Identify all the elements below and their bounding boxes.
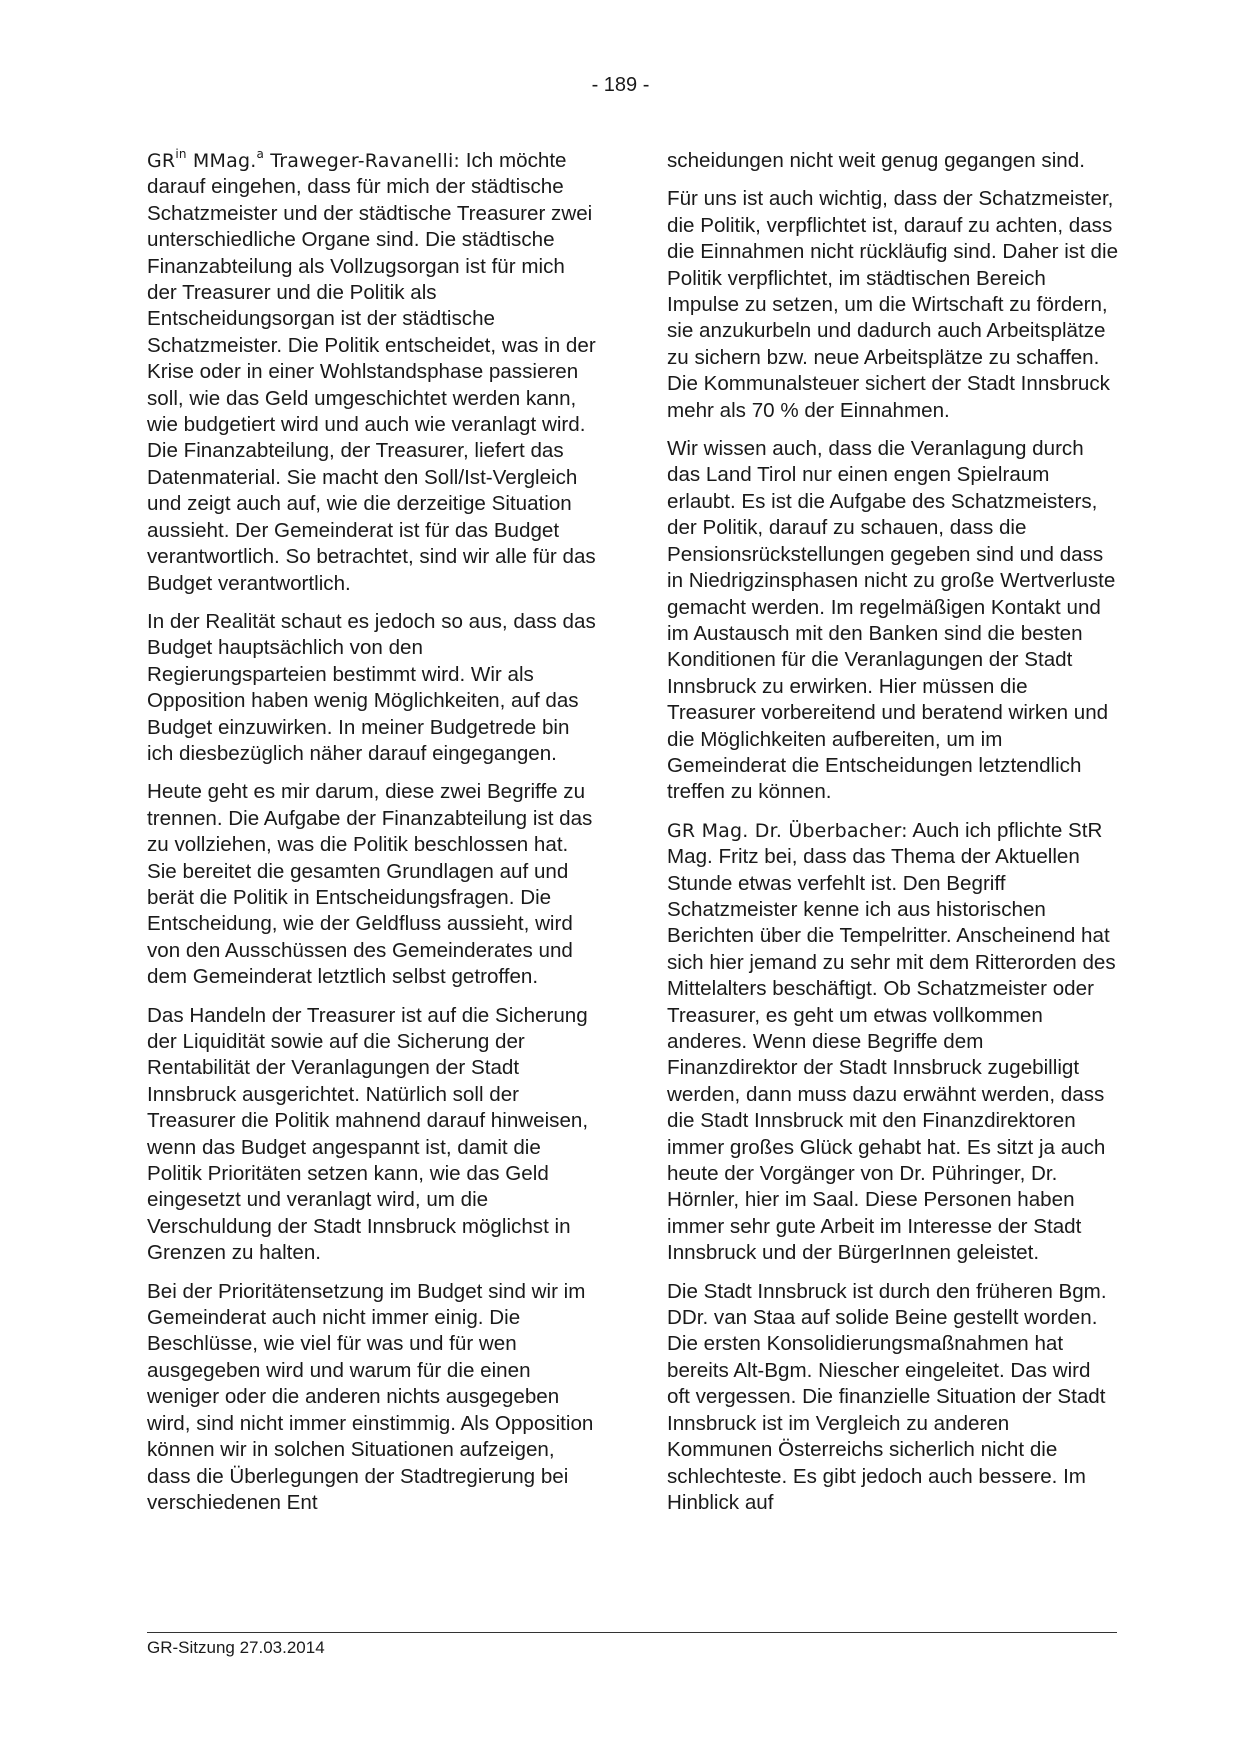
right-column <box>667 148 1119 1528</box>
paragraph: In der Realität schaut es jedoch so aus, dass das Budget hauptsächlich von den Regierungsparteien bestimmt wird. Wir als Opposition haben wenig Möglichkeiten, auf das Budget einzuwirken. In meiner Budgetrede bin ich diesbezüglich näher darauf eingegangen. <box>147 609 596 765</box>
paragraph: Die Stadt Innsbruck ist durch den früheren Bgm. DDr. van Staa auf solide Beine gestellt worden. Die ersten Konsolidierungsmaßnahmen hat bereits Alt-Bgm. Niescher eingeleitet. Das wird oft vergessen. Die finanzielle Situation der Stadt Innsbruck ist im Vergleich zu anderen Kommunen Österreichs sicherlich nicht die schlechteste. Es gibt jedoch auch bessere. Im Hinblick auf <box>667 1279 1107 1514</box>
page-number: - 189 - <box>591 74 650 96</box>
paragraph: Heute geht es mir darum, diese zwei Begriffe zu trennen. Die Aufgabe der Finanzabteilung ist das zu vollziehen, was die Politik beschlossen hat. Sie bereitet die gesamten Grundlagen auf und berät die Politik in Entscheidungsfragen. Die Entscheidung, wie der Geldfluss aussieht, wird von den Ausschüssen des Gemeinderates und dem Gemeinderat letztlich selbst getroffen. <box>147 780 593 989</box>
paragraph: scheidungen nicht weit genug gegangen sind. <box>667 149 1085 172</box>
footer-divider <box>147 1632 1117 1633</box>
footer-session-label: GR-Sitzung 27.03.2014 <box>147 1638 325 1657</box>
paragraph: Wir wissen auch, dass die Veranlagung durch das Land Tirol nur einen engen Spielraum erlaubt. Es ist die Aufgabe des Schatzmeisters, der Politik, darauf zu schauen, dass die Pensionsrückstellungen gegeben sind und dass in Niedrigzinsphasen nicht zu große Wertverluste gemacht werden. Im regelmäßigen Kontakt und im Austausch mit den Banken sind die besten Konditionen für die Veranlagungen der Stadt Innsbruck zu erwirken. Hier müssen die Treasurer vorbereitend und beratend wirken und die Möglichkeiten aufbereiten, um im Gemeinderat die Entscheidungen letztendlich treffen zu können. <box>667 437 1116 804</box>
paragraph: Das Handeln der Treasurer ist auf die Sicherung der Liquidität sowie auf die Sicherung der Rentabilität der Veranlagungen der Stadt Innsbruck ausgerichtet. Natürlich soll der Treasurer die Politik mahnend darauf hinweisen, wenn das Budget angespannt ist, damit die Politik Prioritäten setzen kann, wie das Geld eingesetzt und veranlagt wird, um die Verschuldung der Stadt Innsbruck möglichst in Grenzen zu halten. <box>147 1003 589 1265</box>
paragraph: Für uns ist auch wichtig, dass der Schatzmeister, die Politik, verpflichtet ist, darauf zu achten, dass die Einnahmen nicht rückläufig sind. Daher ist die Politik verpflichtet, im städtischen Bereich Impulse zu setzen, um die Wirtschaft zu fördern, sie anzukurbeln und dadurch auch Arbeitsplätze zu sichern bzw. neue Arbeitsplätze zu schaffen. Die Kommunalsteuer sichert der Stadt Innsbruck mehr als 70 % der Einnahmen. <box>667 187 1119 422</box>
paragraph: $GR^{in}$ MMag.$^a$ Traweger-Ravanelli: Ich möchte darauf eingehen, dass für mich der städtische Schatzmeister und der städtische Treasurer zwei unterschiedliche Organe sind. Die städtische Finanzabteilung als Vollzugsorgan ist für mich der Treasurer und die Politik als Entscheidungsorgan ist der städtische Schatzmeister. Die Politik entscheidet, was in der Krise oder in einer Wohlstandsphase passieren soll, wie das Geld umgeschichtet werden kann, wie budgetiert wird und auch wie veranlagt wird. Die Finanzabteilung, der Treasurer, liefert das Datenmaterial. Sie macht den Soll/Ist-Vergleich und zeigt auch auf, wie die derzeitige Situation aussieht. Der Gemeinderat ist für das Budget verantwortlich. So betrachtet, sind wir alle für das Budget verantwortlich. <box>147 147 596 595</box>
left-column <box>147 148 599 1528</box>
paragraph: GR Mag. Dr. Überbacher: Auch ich pflichte StR Mag. Fritz bei, dass das Thema der Aktuellen Stunde etwas verfehlt ist. Den Begriff Schatzmeister kenne ich aus historischen Berichten über die Tempelritter. Anscheinend hat sich hier jemand zu sehr mit dem Ritterorden des Mittelalters beschäftigt. Ob Schatzmeister oder Treasurer, es geht um etwas vollkommen anderes. Wenn diese Begriffe dem Finanzdirektor der Stadt Innsbruck zugebilligt werden, dann muss dazu erwähnt werden, dass die Stadt Innsbruck mit den Finanzdirektoren immer großes Glück gehabt hat. Es sitzt ja auch heute der Vorgänger von Dr. Pühringer, Dr. Hörnler, hier im Saal. Diese Personen haben immer sehr gute Arbeit im Interesse der Stadt Innsbruck und der BürgerInnen geleistet. <box>667 818 1116 1265</box>
paragraph: Bei der Prioritätensetzung im Budget sind wir im Gemeinderat auch nicht immer einig. Die Beschlüsse, wie viel für was und für wen ausgegeben wird und warum für die einen weniger oder die anderen nichts ausgegeben wird, sind nicht immer einstimmig. Als Opposition können wir in solchen Situationen aufzeigen, dass die Überlegungen der Stadtregierung bei verschiedenen Ent <box>147 1279 594 1514</box>
speaker-name: GR Mag. Dr. Überbacher: <box>667 819 908 842</box>
speaker-name: $GR^{in}$ MMag.$^a$ Traweger-Ravanelli: <box>147 147 461 172</box>
